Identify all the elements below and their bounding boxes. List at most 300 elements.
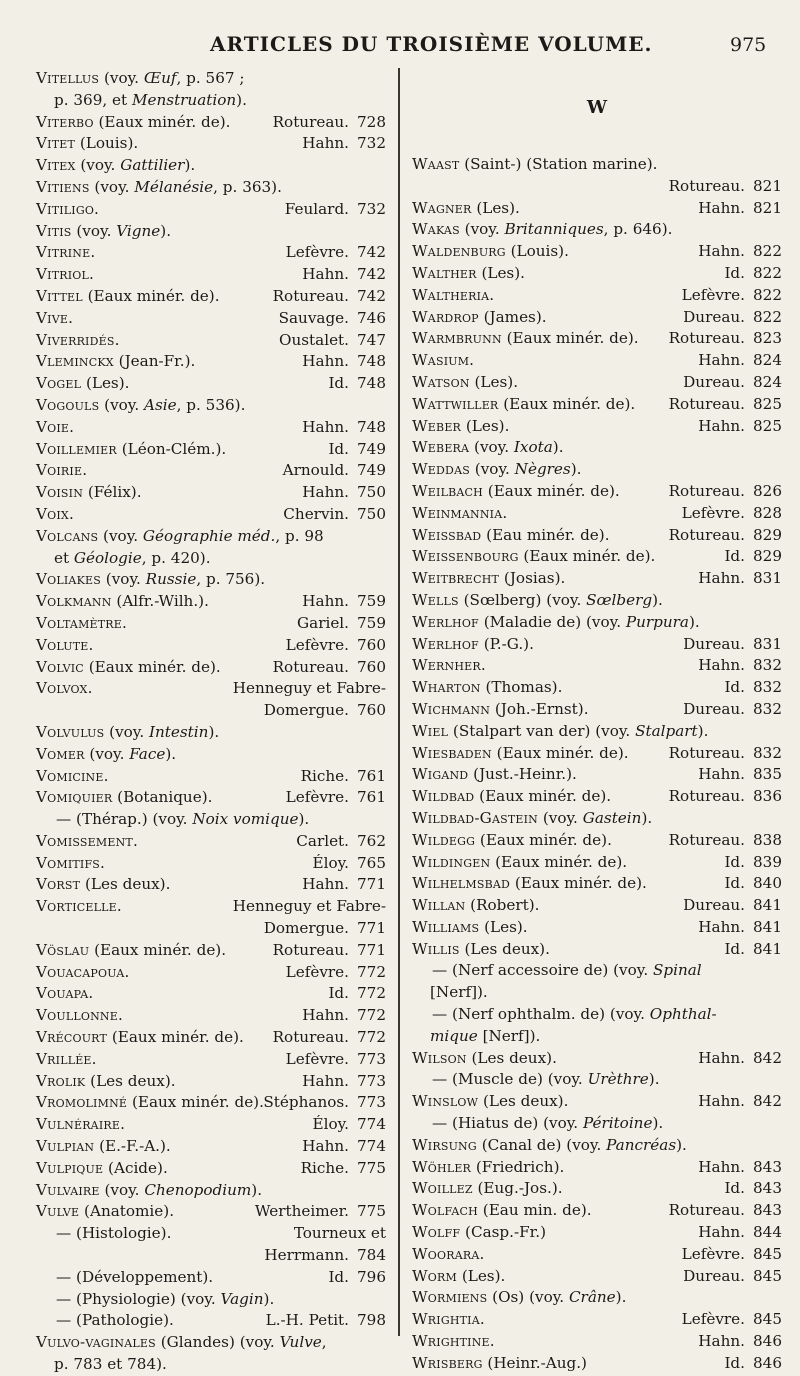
entry-page: 774 xyxy=(357,1137,386,1156)
entry-attribution xyxy=(286,635,386,657)
index-entry xyxy=(412,939,782,961)
entry-headword: Vleminckx xyxy=(36,352,114,371)
index-entry xyxy=(36,787,386,809)
entry-author: Rotureau. xyxy=(668,1201,745,1220)
entry-attribution xyxy=(302,1071,386,1093)
entry-headword: Voliakes xyxy=(36,570,101,589)
entry-headword: Wardrop xyxy=(412,307,479,326)
index-entry xyxy=(412,655,782,677)
entry-author: Feulard. xyxy=(284,199,349,218)
entry-headword: Wolff xyxy=(412,1223,461,1242)
entry-attribution xyxy=(669,1200,782,1222)
index-entry xyxy=(412,568,782,590)
entry-page: 832 xyxy=(753,699,782,718)
entry-attribution xyxy=(698,241,782,263)
index-entry xyxy=(36,983,386,1005)
entry-detail: p. 783 et 784). xyxy=(54,1355,167,1374)
entry-headword: Vrécourt xyxy=(36,1028,108,1047)
section-gap xyxy=(412,118,782,154)
entry-page: 824 xyxy=(753,372,782,391)
entry-detail: (Eaux minér. de). xyxy=(479,787,612,806)
entry-headword: Wildingen xyxy=(412,852,491,871)
entry-headword: Wells xyxy=(412,590,459,609)
entry-detail: (Eaux minér. de). xyxy=(514,874,647,893)
entry-author: Id. xyxy=(724,263,745,282)
entry-author: Id. xyxy=(724,874,745,893)
index-entry xyxy=(412,525,782,547)
entry-attribution xyxy=(296,831,386,853)
entry-headword: Vogel xyxy=(36,374,82,393)
entry-cross-reference: Ophthal- xyxy=(649,1005,717,1024)
entry-detail-end: [Nerf]). xyxy=(477,1026,541,1045)
entry-detail: (voy. xyxy=(542,808,583,827)
entry-attribution xyxy=(683,372,782,394)
index-entry xyxy=(412,1266,782,1288)
index-entry xyxy=(36,678,386,700)
entry-page: 772 xyxy=(357,1028,386,1047)
index-entry xyxy=(412,1287,782,1309)
entry-headword: Wrisberg xyxy=(412,1353,483,1372)
index-entry xyxy=(412,764,782,786)
page-header xyxy=(0,30,800,64)
entry-page: 772 xyxy=(357,962,386,981)
entry-attribution xyxy=(683,307,782,329)
index-entry xyxy=(36,482,386,504)
index-entry xyxy=(412,1135,782,1157)
index-entry xyxy=(412,263,782,285)
entry-detail: (Botanique). xyxy=(117,788,213,807)
left-column xyxy=(36,68,386,1376)
entry-headword: Woorara. xyxy=(412,1244,485,1263)
entry-author: Éloy. xyxy=(312,1115,349,1134)
entry-author: Id. xyxy=(724,939,745,958)
index-entry xyxy=(36,1071,386,1093)
entry-page: 732 xyxy=(357,199,386,218)
entry-attribution xyxy=(264,918,386,940)
entry-headword: Wildbad xyxy=(412,787,475,806)
entry-page: 841 xyxy=(753,896,782,915)
entry-author: Hahn. xyxy=(302,592,349,611)
entry-detail: (Just.-Heinr.). xyxy=(473,765,577,784)
entry-cross-reference: Œuf xyxy=(143,69,177,87)
index-entry xyxy=(36,1136,386,1158)
entry-page: 732 xyxy=(357,134,386,153)
index-entry xyxy=(36,809,386,831)
index-entry xyxy=(412,307,782,329)
entry-author: Id. xyxy=(328,439,349,458)
entry-attribution xyxy=(669,328,782,350)
entry-headword: Vitiens xyxy=(36,177,90,196)
entry-detail: (voy. xyxy=(464,220,505,239)
page-number: 975 xyxy=(730,34,767,56)
entry-headword: Vomissement. xyxy=(36,831,138,850)
entry-headword: Vitet xyxy=(36,134,76,153)
index-entry xyxy=(36,744,386,766)
entry-attribution xyxy=(669,481,782,503)
entry-page: 784 xyxy=(357,1246,386,1265)
entry-detail-end: ). xyxy=(615,1288,627,1307)
entry-author: Dureau. xyxy=(683,372,745,391)
index-entry xyxy=(36,1310,386,1332)
entry-attribution xyxy=(682,285,782,307)
entry-cross-reference: Péritoine xyxy=(582,1114,653,1133)
index-entry xyxy=(36,460,386,482)
entry-detail: (Eaux minér. de). xyxy=(88,657,221,676)
entry-page: 826 xyxy=(753,481,782,500)
entry-headword: Vomiquier xyxy=(36,788,113,807)
entry-attribution xyxy=(683,634,782,656)
entry-attribution xyxy=(313,1114,386,1136)
index-entry xyxy=(412,873,782,895)
entry-detail: (Les deux). xyxy=(84,875,171,894)
entry-headword: Wharton xyxy=(412,678,481,697)
entry-headword: Wildbad-Gastein xyxy=(412,808,539,827)
entry-headword: Voix. xyxy=(36,504,74,523)
index-entry xyxy=(36,373,386,395)
index-entry xyxy=(412,743,782,765)
entry-attribution xyxy=(698,764,782,786)
entry-headword: — xyxy=(56,1267,72,1286)
entry-detail: (Les deux). xyxy=(464,939,550,958)
entry-detail: (Maladie de) (voy. xyxy=(483,612,626,631)
entry-cross-reference: Vagin xyxy=(220,1289,264,1308)
entry-author: Dureau. xyxy=(683,1266,745,1285)
entry-author: Oustalet. xyxy=(279,330,349,349)
entry-attribution xyxy=(302,874,386,896)
entry-headword: Weilbach xyxy=(412,481,483,500)
entry-cross-reference: Vulve xyxy=(279,1333,322,1352)
entry-author: Chervin. xyxy=(283,504,349,523)
entry-headword: Voillemier xyxy=(36,439,117,458)
entry-headword: Wildegg xyxy=(412,830,476,849)
entry-page: 843 xyxy=(753,1201,782,1220)
entry-page: 824 xyxy=(753,351,782,370)
entry-headword: Weissenbourg xyxy=(412,547,519,566)
entry-attribution xyxy=(301,1158,386,1180)
entry-attribution xyxy=(682,503,782,525)
entry-attribution xyxy=(313,853,386,875)
entry-attribution xyxy=(263,1092,386,1114)
index-entry xyxy=(412,895,782,917)
entry-page: 845 xyxy=(753,1310,782,1329)
entry-cross-reference: Crâne xyxy=(568,1288,616,1307)
entry-page: 822 xyxy=(753,242,782,261)
index-entry xyxy=(412,459,782,481)
entry-attribution xyxy=(328,373,386,395)
entry-page: 762 xyxy=(357,831,386,850)
entry-detail: [Nerf]). xyxy=(430,983,488,1002)
entry-page: 846 xyxy=(753,1353,782,1372)
entry-attribution xyxy=(683,1266,782,1288)
entry-attribution xyxy=(698,917,782,939)
index-entry xyxy=(36,1005,386,1027)
index-entry xyxy=(412,372,782,394)
entry-headword: Vitriol. xyxy=(36,265,95,284)
entry-detail: (Eau min. de). xyxy=(482,1201,592,1220)
entry-page: 845 xyxy=(753,1266,782,1285)
entry-author: Lefèvre. xyxy=(285,635,349,654)
entry-headword: Voie. xyxy=(36,417,75,436)
entry-page: 746 xyxy=(357,308,386,327)
index-entry xyxy=(412,917,782,939)
entry-headword: Voisin xyxy=(36,483,84,502)
index-entry xyxy=(412,394,782,416)
entry-author: Hahn. xyxy=(698,765,745,784)
entry-author: Riche. xyxy=(300,1158,349,1177)
entry-detail: (Louis). xyxy=(510,242,569,261)
entry-detail: (Les). xyxy=(484,917,528,936)
index-entry xyxy=(412,1222,782,1244)
entry-page: 771 xyxy=(357,875,386,894)
entry-detail: (James). xyxy=(483,307,547,326)
entry-detail-end: ). xyxy=(570,460,582,479)
entry-headword: Volvox. xyxy=(36,679,93,698)
entry-headword: Waldenburg xyxy=(412,242,506,261)
entry-page: 771 xyxy=(357,919,386,938)
entry-author: Id. xyxy=(328,374,349,393)
entry-cross-reference: Menstruation xyxy=(131,90,237,109)
entry-detail: (Les). xyxy=(474,372,519,391)
entry-attribution xyxy=(273,286,386,308)
entry-attribution xyxy=(669,394,782,416)
index-entry xyxy=(36,700,386,722)
entry-page: 842 xyxy=(753,1048,782,1067)
entry-headword: Voirie. xyxy=(36,461,88,480)
index-entry xyxy=(412,416,782,438)
entry-page: 742 xyxy=(357,243,386,262)
entry-page: 843 xyxy=(753,1179,782,1198)
index-entry xyxy=(412,503,782,525)
index-entry xyxy=(412,612,782,634)
entry-attribution xyxy=(286,242,386,264)
entry-detail: (Canal de) (voy. xyxy=(481,1135,607,1154)
entry-page: 748 xyxy=(357,374,386,393)
entry-attribution xyxy=(328,439,386,461)
entry-attribution xyxy=(724,677,782,699)
index-entry xyxy=(412,285,782,307)
entry-page: 845 xyxy=(753,1244,782,1263)
index-entry xyxy=(412,830,782,852)
entry-author: Éloy. xyxy=(312,853,349,872)
entry-detail: (Glandes) (voy. xyxy=(160,1333,280,1352)
entry-headword: Watson xyxy=(412,372,470,391)
entry-attribution xyxy=(698,1331,782,1353)
entry-author: Rotureau. xyxy=(668,830,745,849)
entry-attribution xyxy=(302,1005,386,1027)
entry-detail: (voy. xyxy=(105,570,146,589)
entry-detail: (Les deux). xyxy=(90,1071,176,1090)
entry-author: Hahn. xyxy=(698,416,745,435)
entry-page: 822 xyxy=(753,307,782,326)
entry-author: Lefèvre. xyxy=(681,1244,745,1263)
entry-detail-end: ). xyxy=(688,612,700,631)
entry-detail-end: ). xyxy=(184,156,196,175)
entry-detail: (Les). xyxy=(476,198,520,217)
entry-page: 765 xyxy=(357,853,386,872)
entry-headword: Vrillée. xyxy=(36,1049,97,1068)
entry-page: 749 xyxy=(357,461,386,480)
entry-detail: (voy. xyxy=(89,744,130,763)
entry-author: Rotureau. xyxy=(272,112,349,131)
entry-cross-reference: Vigne xyxy=(116,221,161,240)
index-entry xyxy=(36,1267,386,1289)
entry-attribution xyxy=(233,896,386,918)
index-entry xyxy=(36,657,386,679)
entry-headword: — xyxy=(432,1114,448,1133)
index-entry xyxy=(36,221,386,243)
index-entry xyxy=(36,90,386,112)
entry-headword: Willis xyxy=(412,939,460,958)
entry-attribution xyxy=(698,416,782,438)
entry-author: Id. xyxy=(328,984,349,1003)
entry-detail-end: ). xyxy=(697,721,709,740)
entry-detail: (Stalpart van der) (voy. xyxy=(452,721,636,740)
entry-page: 749 xyxy=(357,439,386,458)
index-entry xyxy=(412,1178,782,1200)
entry-attribution xyxy=(698,198,782,220)
entry-headword: Viterbo xyxy=(36,112,94,131)
index-entry xyxy=(36,896,386,918)
entry-page: 796 xyxy=(357,1267,386,1286)
index-entry xyxy=(36,330,386,352)
index-entry xyxy=(412,721,782,743)
entry-page: 840 xyxy=(753,874,782,893)
entry-cross-reference: Géologie xyxy=(73,548,142,567)
entry-headword: Vulnéraire. xyxy=(36,1115,126,1134)
entry-cross-reference: Pancréas xyxy=(606,1135,677,1154)
entry-detail: (Les deux). xyxy=(471,1048,557,1067)
index-entry xyxy=(412,176,782,198)
entry-cross-reference: Intestin xyxy=(149,722,209,741)
entry-headword: Volvic xyxy=(36,657,84,676)
entry-attribution xyxy=(302,351,386,373)
entry-author: Riche. xyxy=(300,766,349,785)
entry-page: 775 xyxy=(357,1202,386,1221)
entry-author: Lefèvre. xyxy=(285,243,349,262)
entry-page: 825 xyxy=(753,416,782,435)
entry-attribution xyxy=(328,983,386,1005)
entry-headword: Vorticelle. xyxy=(36,897,122,916)
entry-headword: Waast xyxy=(412,155,460,173)
index-entry xyxy=(36,242,386,264)
entry-author: Carlet. xyxy=(296,831,349,850)
entry-detail: (voy. xyxy=(103,69,144,87)
entry-page: 825 xyxy=(753,394,782,413)
entry-detail-end: , p. 756). xyxy=(196,570,266,589)
index-entry xyxy=(412,677,782,699)
entry-page: 748 xyxy=(357,417,386,436)
entry-headword: Wormiens xyxy=(412,1288,488,1307)
entry-detail: (Eaux minér. de). xyxy=(496,743,629,762)
index-entry xyxy=(36,417,386,439)
entry-attribution xyxy=(724,546,782,568)
entry-page: 773 xyxy=(357,1071,386,1090)
entry-author: Rotureau. xyxy=(668,743,745,762)
entry-detail: (Josias). xyxy=(503,569,566,588)
entry-attribution xyxy=(302,1136,386,1158)
entry-page: 839 xyxy=(753,852,782,871)
entry-page: 742 xyxy=(357,286,386,305)
index-entry xyxy=(36,940,386,962)
entry-headword: Vomicine. xyxy=(36,766,109,785)
entry-attribution xyxy=(286,1049,386,1071)
index-entry xyxy=(36,526,386,548)
entry-author: Domergue. xyxy=(263,919,349,938)
entry-attribution xyxy=(669,176,782,198)
entry-detail-end: , p. 420). xyxy=(141,548,211,567)
entry-cross-reference: Gattilier xyxy=(120,156,185,175)
entry-detail-end: ). xyxy=(676,1135,687,1154)
entry-author: Hahn. xyxy=(698,917,745,936)
entry-author: Hahn. xyxy=(698,242,745,261)
entry-headword: — xyxy=(56,1289,72,1308)
entry-detail: (Eug.-Jos.). xyxy=(477,1179,563,1198)
entry-detail: (Les). xyxy=(461,1266,506,1285)
index-entry xyxy=(36,569,386,591)
entry-detail-end: ). xyxy=(298,810,310,829)
index-entry xyxy=(36,504,386,526)
entry-detail: (Eaux minér. de). xyxy=(98,112,231,131)
entry-attribution xyxy=(279,330,386,352)
entry-attribution xyxy=(698,1091,782,1113)
entry-headword: Voltamètre. xyxy=(36,613,128,632)
entry-author: Id. xyxy=(724,1179,745,1198)
entry-attribution xyxy=(285,199,386,221)
entry-page: 728 xyxy=(357,112,386,131)
entry-detail: (Louis). xyxy=(79,134,139,153)
entry-headword: Vitrine. xyxy=(36,243,96,262)
index-entry xyxy=(36,1289,386,1311)
entry-author: Rotureau. xyxy=(668,329,745,348)
entry-detail: (Les). xyxy=(465,416,510,435)
index-entry xyxy=(36,1158,386,1180)
entry-attribution xyxy=(698,568,782,590)
index-entry xyxy=(412,1309,782,1331)
entry-detail: (Physiologie) (voy. xyxy=(76,1289,221,1308)
index-entry xyxy=(36,308,386,330)
entry-author: L.-H. Petit. xyxy=(265,1311,349,1330)
entry-headword: Webera xyxy=(412,438,470,457)
entry-detail: (Les). xyxy=(481,263,525,282)
entry-headword: Woillez xyxy=(412,1179,473,1198)
entry-attribution xyxy=(724,1178,782,1200)
entry-headword: Vulpique xyxy=(36,1158,104,1177)
entry-page: 831 xyxy=(753,634,782,653)
entry-headword: — xyxy=(432,961,448,980)
entry-author: Id. xyxy=(724,852,745,871)
entry-page: 775 xyxy=(357,1158,386,1177)
entry-headword: Wakas xyxy=(412,220,460,239)
entry-detail-end: ). xyxy=(652,1114,664,1133)
entry-author: Tourneux et xyxy=(293,1224,386,1243)
index-entry xyxy=(36,1114,386,1136)
entry-detail: (Thomas). xyxy=(485,678,563,697)
entry-author: Wertheimer. xyxy=(254,1202,349,1221)
index-entry xyxy=(36,199,386,221)
entry-headword: Volute. xyxy=(36,635,94,654)
index-entry xyxy=(412,241,782,263)
entry-detail: (Robert). xyxy=(470,896,540,915)
index-entry xyxy=(36,1092,386,1114)
entry-author: Lefèvre. xyxy=(681,503,745,522)
entry-attribution xyxy=(273,657,386,679)
entry-author: Rotureau. xyxy=(668,787,745,806)
entry-author: Dureau. xyxy=(683,896,745,915)
entry-page: 772 xyxy=(357,984,386,1003)
index-entry xyxy=(412,350,782,372)
entry-detail: (voy. xyxy=(104,1180,145,1199)
entry-headword: Wöhler xyxy=(412,1157,472,1176)
